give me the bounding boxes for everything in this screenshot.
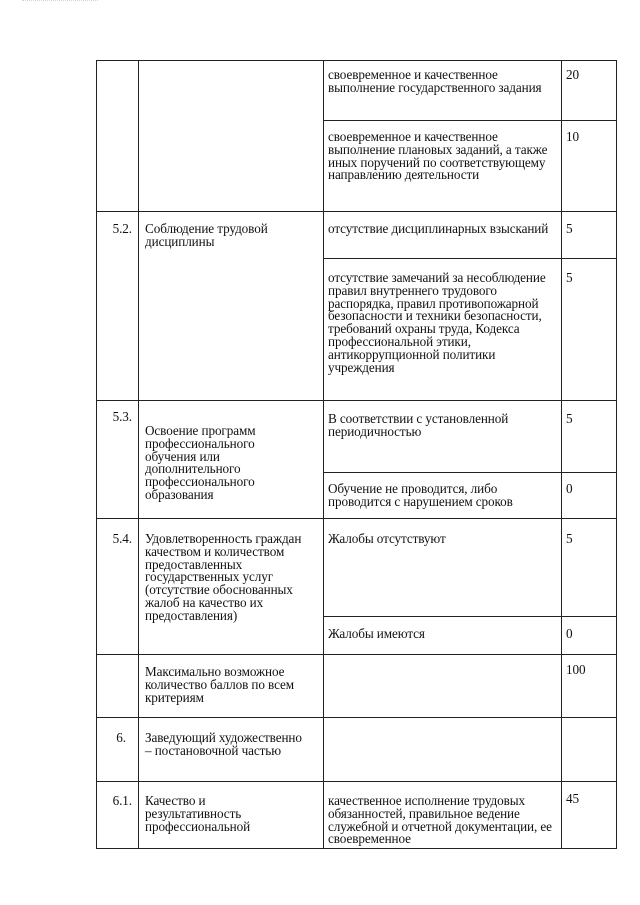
indicator-text: Жалобы отсутствуют (328, 531, 446, 546)
table-border-bottom (96, 848, 617, 849)
indicator-text: отсутствие замечаний за несоблюдение правил внутреннего трудового распорядка, правил противопожарной безопасности и техники безопасности, требований охраны труда, Кодекса профессиональной этики, антикоррупционной политики учреждения (328, 270, 546, 375)
score-value: 100 (566, 662, 586, 677)
table-border-left (96, 60, 97, 849)
row-separator (96, 518, 617, 519)
table-border-top (96, 60, 617, 61)
criterion-text: Качество и результативность профессиональной (145, 793, 251, 834)
row-number: 6. (116, 730, 126, 745)
score-value: 0 (566, 626, 573, 641)
row-separator (96, 211, 617, 212)
row-separator (323, 616, 617, 617)
criterion-text: Освоение программ профессионального обучения или дополнительного профессионального образования (145, 423, 256, 502)
score-value: 5 (566, 221, 573, 236)
score-value: 10 (566, 129, 579, 144)
row-number: 5.4. (112, 531, 132, 546)
criterion-text: Заведующий художественно – постановочной частью (145, 730, 302, 758)
indicator-text: своевременное и качественное выполнение государственного задания (328, 67, 542, 95)
row-separator (323, 472, 617, 473)
score-value: 5 (566, 411, 573, 426)
indicator-text: Обучение не проводится, либо проводится с нарушением сроков (328, 481, 513, 509)
criterion-text: Максимально возможное количество баллов по всем критериям (145, 664, 295, 705)
indicator-text: своевременное и качественное выполнение плановых заданий, а также иных поручений по соответствующему направлению деятельности (328, 129, 548, 183)
row-number: 5.3. (112, 409, 132, 424)
row-separator (96, 781, 617, 782)
row-separator (96, 654, 617, 655)
score-value: 20 (566, 67, 579, 82)
indicator-text: В соответствии с установленной периодичностью (328, 411, 509, 439)
table-divider-indicator (561, 60, 562, 849)
table-divider-num (138, 60, 139, 849)
row-separator (96, 717, 617, 718)
row-separator (323, 258, 617, 259)
indicator-text: Жалобы имеются (328, 626, 425, 641)
row-number: 6.1. (112, 793, 132, 808)
table-border-right (616, 60, 617, 849)
score-value: 5 (566, 531, 573, 546)
criterion-text: Удовлетворенность граждан качеством и количеством предоставленных государственных услуг (отсутствие обоснованных жалоб на качество их предоставления) (145, 531, 302, 623)
row-separator (96, 400, 617, 401)
indicator-text: качественное исполнение трудовых обязанностей, правильное ведение служебной и отчетной документации, ее своевременное (328, 793, 552, 847)
score-value: 45 (566, 791, 579, 806)
table-divider-criterion (323, 60, 324, 849)
score-value: 5 (566, 270, 573, 285)
criterion-text: Соблюдение трудовой дисциплины (145, 221, 268, 249)
indicator-text: отсутствие дисциплинарных взысканий (328, 221, 549, 236)
row-number: 5.2. (112, 221, 132, 236)
score-value: 0 (566, 481, 573, 496)
row-separator (323, 120, 617, 121)
